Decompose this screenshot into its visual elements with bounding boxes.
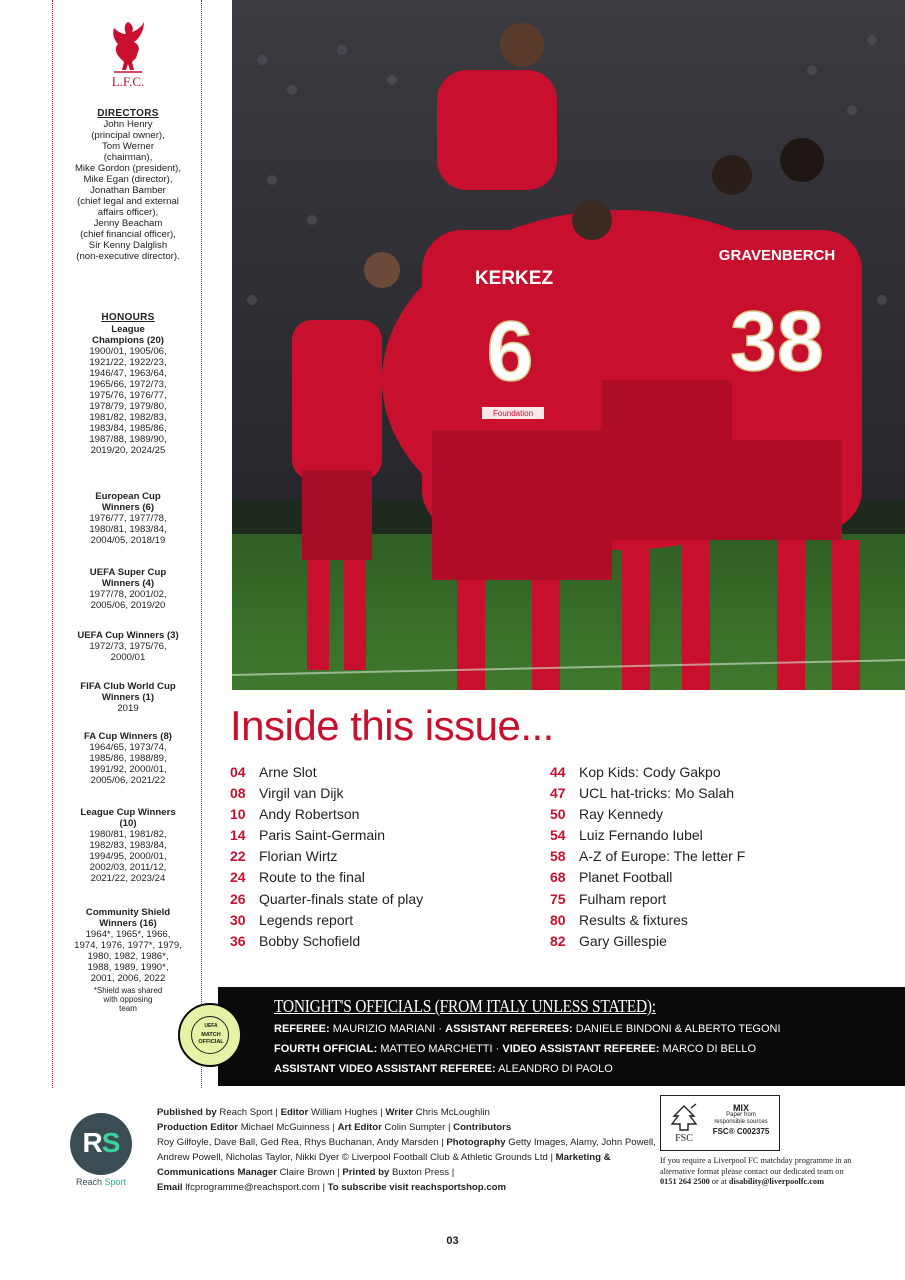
honour-years: 1964/65, 1973/74, bbox=[89, 742, 167, 753]
subscribe-link[interactable]: To subscribe visit reachsportshop.com bbox=[327, 1182, 507, 1193]
badge-label bbox=[192, 1032, 230, 1045]
director-line: Jenny Beacham bbox=[93, 218, 163, 229]
access-phone[interactable]: 0151 264 2500 bbox=[660, 1177, 710, 1186]
contents-item[interactable] bbox=[550, 848, 870, 869]
officials-panel bbox=[218, 987, 905, 1086]
credit-value: William Hughes bbox=[310, 1107, 378, 1118]
honour-years: 2019 bbox=[117, 703, 139, 714]
separator: | bbox=[380, 1107, 383, 1118]
separator: | bbox=[337, 1167, 340, 1178]
honour-community-shield bbox=[53, 907, 203, 1013]
honour-years: 1972/73, 1975/76, bbox=[89, 641, 167, 652]
contents-item[interactable] bbox=[550, 827, 870, 848]
assistants-label: ASSISTANT REFEREES: bbox=[445, 1023, 573, 1035]
honour-title: Winners (16) bbox=[99, 918, 157, 929]
assistants-names: DANIELE BINDONI & ALBERTO TEGONI bbox=[575, 1023, 781, 1035]
honour-title: UEFA Super Cup bbox=[89, 567, 167, 578]
contents-item[interactable] bbox=[230, 764, 550, 785]
credit-label: Art Editor bbox=[337, 1122, 382, 1133]
shirt-name-2: GRAVENBERCH bbox=[718, 247, 836, 264]
honour-years: 1946/47, 1963/64, bbox=[89, 368, 167, 379]
honour-years: 1974, 1976, 1977*, 1979, bbox=[74, 940, 182, 951]
honour-years: 2000/01 bbox=[110, 652, 146, 663]
logo-s: S bbox=[101, 1127, 120, 1158]
hero-photo bbox=[232, 0, 905, 690]
director-line: affairs officer), bbox=[97, 207, 159, 218]
fsc-text bbox=[703, 1105, 779, 1135]
honour-years: 1988, 1989, 1990*, bbox=[87, 962, 169, 973]
credit-value: Roy Gilfoyle, Dave Ball, Ged Rea, Rhys Buchanan, Andy Marsden bbox=[157, 1137, 439, 1148]
credit-label: Production Editor bbox=[157, 1122, 239, 1133]
contents-item[interactable] bbox=[230, 827, 550, 848]
contents-item[interactable] bbox=[230, 785, 550, 806]
honour-years: 1978/79, 1979/80, bbox=[89, 401, 167, 412]
page-ref: 26 bbox=[230, 890, 246, 907]
accessibility-notice bbox=[660, 1156, 860, 1188]
credit-value: Chris McLoughlin bbox=[415, 1107, 490, 1118]
fsc-paper: Paper from bbox=[726, 1112, 756, 1118]
shirt-name: KERKEZ bbox=[474, 268, 554, 289]
contents-item[interactable] bbox=[550, 785, 870, 806]
referee-label: REFEREE: bbox=[274, 1023, 330, 1035]
credit-label: Email bbox=[157, 1182, 183, 1193]
access-email[interactable]: disability@liverpoolfc.com bbox=[728, 1177, 824, 1186]
honour-years: 1987/88, 1989/90, bbox=[89, 434, 167, 445]
contents-item[interactable] bbox=[550, 933, 870, 954]
email-link[interactable]: lfcprogramme@reachsport.com bbox=[185, 1182, 320, 1193]
credit-value: Michael McGuinness bbox=[240, 1122, 330, 1133]
shield-note: team bbox=[119, 1004, 137, 1013]
contents-label: Gary Gillespie bbox=[579, 932, 667, 949]
honour-years: 1921/22, 1922/23, bbox=[89, 357, 167, 368]
contents-item[interactable] bbox=[550, 912, 870, 933]
honour-title: Community Shield bbox=[85, 907, 171, 918]
fsc-mark: FSC bbox=[675, 1133, 693, 1144]
page-ref: 44 bbox=[550, 764, 566, 780]
contents-item[interactable] bbox=[230, 848, 550, 869]
contents-item[interactable] bbox=[230, 806, 550, 827]
page-number: 03 bbox=[446, 1235, 459, 1247]
honour-years: 1900/01, 1905/06, bbox=[89, 346, 167, 357]
inside-issue-title: Inside this issue... bbox=[230, 702, 554, 749]
sidebar bbox=[52, 0, 202, 1088]
contents-label: Ray Kennedy bbox=[579, 806, 664, 823]
var-label: VIDEO ASSISTANT REFEREE: bbox=[502, 1043, 660, 1055]
honour-years: 1964*, 1965*, 1966, bbox=[85, 929, 171, 940]
director-line: Sir Kenny Dalglish bbox=[88, 240, 168, 251]
separator: | bbox=[275, 1107, 278, 1118]
contents-label: UCL hat-tricks: Mo Salah bbox=[579, 785, 735, 802]
contents-item[interactable] bbox=[550, 869, 870, 890]
fsc-mix: MIX bbox=[732, 1103, 749, 1113]
director-line: (non-executive director). bbox=[76, 251, 180, 262]
contents-item[interactable] bbox=[230, 891, 550, 912]
contents-item[interactable] bbox=[550, 764, 870, 785]
honour-years: 2005/06, 2021/22 bbox=[90, 775, 166, 786]
honour-years: 2019/20, 2024/25 bbox=[90, 445, 166, 456]
contents-item[interactable] bbox=[230, 933, 550, 954]
honour-years: 1980/81, 1983/84, bbox=[89, 524, 167, 535]
uefa-match-official-badge-icon bbox=[178, 1003, 242, 1067]
honour-title: FA Cup Winners (8) bbox=[83, 731, 173, 742]
honour-european-cup bbox=[53, 491, 203, 546]
honour-years: 2002/03, 2011/12, bbox=[89, 862, 167, 873]
honour-years: 1980, 1982, 1986*, bbox=[87, 951, 169, 962]
contents-label: Bobby Schofield bbox=[259, 932, 361, 949]
honour-title: (10) bbox=[119, 818, 137, 829]
page-ref: 10 bbox=[230, 806, 246, 823]
honour-super-cup bbox=[53, 567, 203, 611]
directors-heading: DIRECTORS bbox=[97, 108, 159, 119]
separator-dot: · bbox=[438, 1023, 443, 1035]
separator: | bbox=[322, 1182, 325, 1193]
referee-name: MAURIZIO MARIANI bbox=[332, 1023, 436, 1035]
honour-title: Winners (6) bbox=[101, 502, 155, 513]
page-ref: 36 bbox=[230, 932, 246, 949]
page-ref: 47 bbox=[550, 785, 566, 802]
page-ref: 50 bbox=[550, 806, 566, 823]
publishing-credits bbox=[157, 1105, 657, 1195]
contents-item[interactable] bbox=[230, 869, 550, 890]
contents-label: A-Z of Europe: The letter F bbox=[579, 848, 746, 865]
separator: | bbox=[550, 1152, 553, 1163]
honour-years: 2021/22, 2023/24 bbox=[90, 873, 166, 884]
page-ref: 08 bbox=[230, 785, 246, 802]
fsc-tree-icon bbox=[667, 1102, 701, 1146]
separator: | bbox=[441, 1137, 444, 1148]
contents-label: Luiz Fernando Iubel bbox=[579, 827, 703, 844]
contents-label: Paris Saint-Germain bbox=[259, 827, 386, 844]
director-line: (principal owner), bbox=[91, 130, 165, 141]
contents-label: Florian Wirtz bbox=[259, 848, 338, 865]
honour-title: Champions (20) bbox=[92, 335, 164, 346]
honour-years: 1983/84, 1985/86, bbox=[89, 423, 167, 434]
crest-text: L.F.C. bbox=[111, 74, 145, 89]
separator: | bbox=[447, 1122, 451, 1133]
honour-league bbox=[53, 324, 203, 456]
contents-item[interactable] bbox=[550, 806, 870, 827]
honour-years: 1994/95, 2000/01, bbox=[89, 851, 167, 862]
honour-years: 1980/81, 1981/82, bbox=[89, 829, 167, 840]
credit-value: Buxton Press bbox=[391, 1167, 450, 1178]
sleeve-badge-text: Foundation bbox=[492, 409, 534, 418]
shield-note: with opposing bbox=[103, 995, 153, 1004]
credit-label: Editor bbox=[280, 1107, 309, 1118]
fsc-responsible: responsible sources bbox=[714, 1119, 768, 1125]
logo-r: R bbox=[82, 1127, 102, 1158]
director-line: (chairman), bbox=[103, 152, 153, 163]
credit-label: Printed by bbox=[342, 1167, 390, 1178]
honour-years: 2001, 2006, 2022 bbox=[90, 973, 166, 984]
honour-years: 1977/78, 2001/02, bbox=[89, 589, 167, 600]
fsc-certification bbox=[660, 1095, 780, 1151]
page-ref: 75 bbox=[550, 890, 566, 907]
honour-title: Winners (1) bbox=[101, 692, 155, 703]
contents-label: Planet Football bbox=[579, 869, 673, 886]
honour-club-world-cup bbox=[53, 681, 203, 714]
honour-years: 2005/06, 2019/20 bbox=[90, 600, 166, 611]
page-ref: 68 bbox=[550, 869, 566, 886]
credit-value: Claire Brown bbox=[279, 1167, 335, 1178]
honours-block bbox=[53, 312, 203, 323]
honour-uefa-cup bbox=[53, 630, 203, 663]
rs-monogram bbox=[70, 1127, 132, 1159]
page-ref: 24 bbox=[230, 869, 246, 886]
wordmark-reach: Reach bbox=[75, 1177, 102, 1187]
shield-note: *Shield was shared bbox=[93, 986, 163, 995]
page-ref: 30 bbox=[230, 911, 246, 928]
page-ref: 22 bbox=[230, 848, 246, 865]
credit-value: Reach Sport bbox=[219, 1107, 273, 1118]
access-or: or at bbox=[711, 1177, 727, 1186]
credit-label: Photography bbox=[446, 1137, 506, 1148]
contents-item[interactable] bbox=[550, 891, 870, 912]
fourth-official-name: MATTEO MARCHETTI bbox=[380, 1043, 493, 1055]
fsc-code: FSC® C002375 bbox=[712, 1127, 770, 1136]
contents-label: Kop Kids: Cody Gakpo bbox=[579, 764, 721, 780]
contents-left-column bbox=[230, 764, 550, 954]
officials-line-1 bbox=[274, 1023, 781, 1035]
director-line: Mike Egan (director), bbox=[83, 174, 173, 185]
contents-label: Legends report bbox=[259, 911, 354, 928]
liverbird-crest-icon bbox=[108, 18, 148, 92]
separator-dot: · bbox=[495, 1043, 500, 1055]
honours-heading: HONOURS bbox=[101, 312, 155, 323]
badge-uefa-text: UEFA bbox=[204, 1023, 218, 1029]
page-ref: 04 bbox=[230, 764, 246, 780]
honour-title: European Cup bbox=[95, 491, 161, 502]
page-ref: 82 bbox=[550, 932, 566, 949]
contents-label: Arne Slot bbox=[259, 764, 317, 780]
honour-years: 1975/76, 1976/77, bbox=[89, 390, 167, 401]
honour-title: Winners (4) bbox=[101, 578, 155, 589]
credit-label: Published by bbox=[157, 1107, 217, 1118]
page-ref: 14 bbox=[230, 827, 246, 844]
honour-years: 1976/77, 1977/78, bbox=[89, 513, 167, 524]
honour-title: FIFA Club World Cup bbox=[80, 681, 176, 692]
celebration-illustration bbox=[232, 0, 905, 690]
fourth-official-label: FOURTH OFFICIAL: bbox=[274, 1043, 378, 1055]
honour-years: 1981/82, 1982/83, bbox=[89, 412, 167, 423]
wordmark-sport: Sport bbox=[104, 1177, 127, 1187]
honour-title: League bbox=[111, 324, 145, 335]
director-line: Jonathan Bamber bbox=[90, 185, 166, 196]
separator: | bbox=[451, 1167, 455, 1178]
page-ref: 58 bbox=[550, 848, 566, 865]
page-ref: 80 bbox=[550, 911, 566, 928]
badge-inner-ring bbox=[191, 1016, 229, 1054]
shirt-number-2: 38 bbox=[730, 294, 824, 388]
credit-label: Marketing & Communications Manager bbox=[157, 1152, 611, 1178]
var-name: MARCO DI BELLO bbox=[662, 1043, 757, 1055]
contents-label: Fulham report bbox=[579, 890, 667, 907]
director-line: John Henry bbox=[103, 119, 153, 130]
directors-block bbox=[53, 108, 203, 262]
separator: | bbox=[332, 1122, 335, 1133]
honour-years: 1985/86, 1988/89, bbox=[89, 753, 167, 764]
honour-league-cup bbox=[53, 807, 203, 884]
reach-sport-logo-icon bbox=[70, 1113, 132, 1175]
badge-line: OFFICIAL bbox=[198, 1038, 224, 1045]
page-ref: 54 bbox=[550, 827, 566, 844]
contents-label: Route to the final bbox=[259, 869, 365, 886]
honour-years: 1991/92, 2000/01, bbox=[89, 764, 167, 775]
contents-label: Results & fixtures bbox=[579, 911, 688, 928]
contents-label: Andy Robertson bbox=[259, 806, 360, 823]
credit-label: Writer bbox=[385, 1107, 413, 1118]
honour-years: 1982/83, 1983/84, bbox=[89, 840, 167, 851]
officials-line-3 bbox=[274, 1063, 613, 1075]
avar-label: ASSISTANT VIDEO ASSISTANT REFEREE: bbox=[274, 1063, 496, 1075]
avar-name: ALEANDRO DI PAOLO bbox=[498, 1063, 613, 1075]
honour-years: 2004/05, 2018/19 bbox=[90, 535, 166, 546]
contents-right-column bbox=[550, 764, 870, 954]
contents-label: Virgil van Dijk bbox=[259, 785, 344, 802]
credit-label: Contributors bbox=[453, 1122, 512, 1133]
shirt-number: 6 bbox=[486, 304, 534, 398]
contents-item[interactable] bbox=[230, 912, 550, 933]
contents-label: Quarter-finals state of play bbox=[259, 890, 424, 907]
credit-value: Getty Images, Alamy, John Powell, Andrew Powell, Nicholas Taylor, Nikki Dyer © Liverpool Football Club & Athletic Grounds Ltd bbox=[157, 1137, 656, 1163]
honour-title: UEFA Cup Winners (3) bbox=[77, 630, 179, 641]
director-line: (chief legal and external bbox=[77, 196, 179, 207]
access-text: If you require a Liverpool FC matchday programme in an alternative format please contact our dedicated team on bbox=[660, 1156, 852, 1176]
honour-fa-cup bbox=[53, 731, 203, 786]
credit-value: Colin Sumpter bbox=[384, 1122, 446, 1133]
officials-heading: TONIGHT'S OFFICIALS (FROM ITALY UNLESS STATED): bbox=[274, 996, 656, 1016]
officials-line-2 bbox=[274, 1043, 756, 1055]
honour-years: 1965/66, 1972/73, bbox=[89, 379, 167, 390]
honour-title: League Cup Winners bbox=[80, 807, 176, 818]
director-line: Tom Werner bbox=[101, 141, 155, 152]
reach-sport-wordmark bbox=[70, 1177, 132, 1187]
director-line: (chief financial officer), bbox=[80, 229, 176, 240]
badge-line: MATCH bbox=[201, 1032, 221, 1038]
director-line: Mike Gordon (president), bbox=[74, 163, 182, 174]
